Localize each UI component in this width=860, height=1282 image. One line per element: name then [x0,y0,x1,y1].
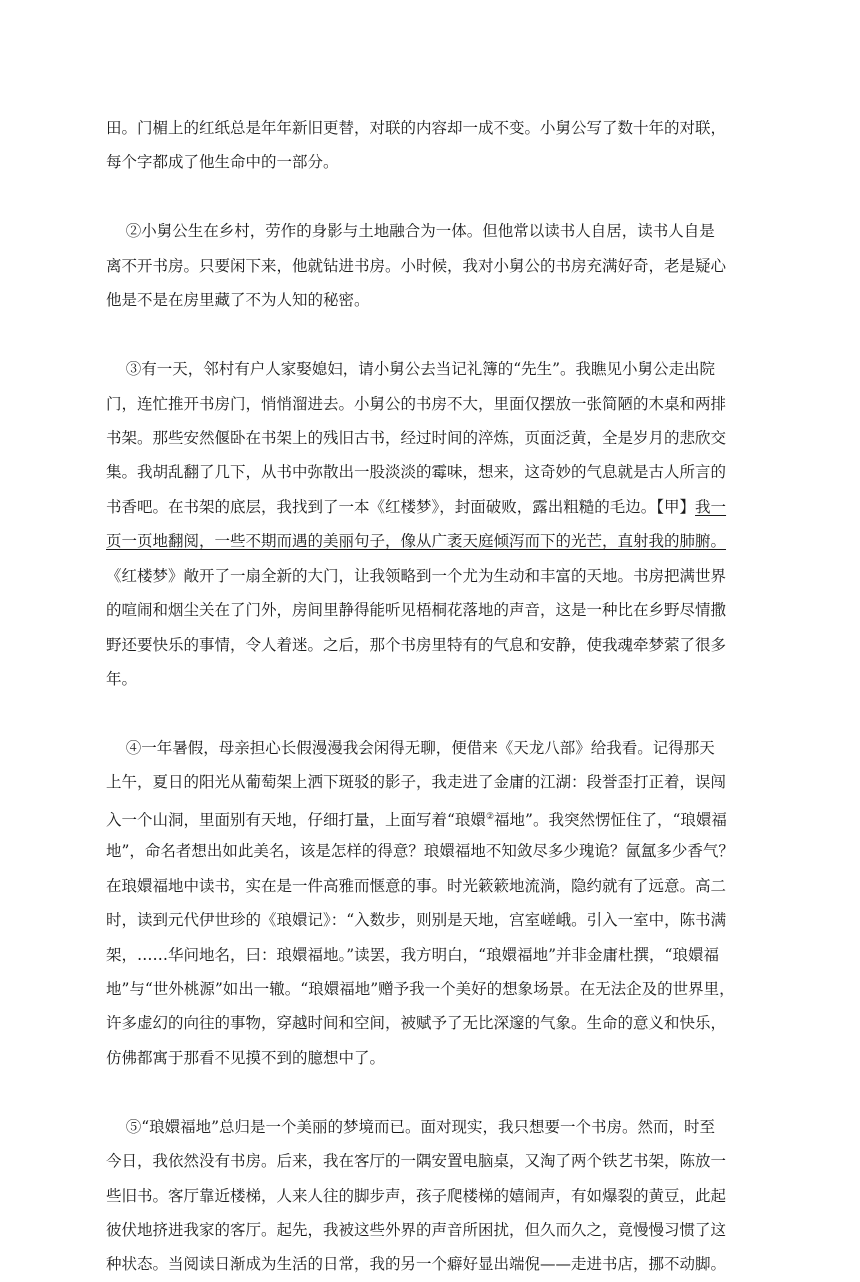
text-line: 在琅嬛福地中读书，实在是一件高雅而惬意的事。时光簌簌地流淌，隐约就有了远意。高二 [106,876,727,895]
text-line: 地”，命名者想出如此美名，该是怎样的得意？琅嬛福地不知敛尽多少瑰诡？氤氲多少香气？ [106,842,734,861]
line-text: 入一个山洞，里面别有天地，仔细打量，上面写着“琅嬛 [106,810,486,829]
text-line: 的喧闹和烟尘关在了门外，房间里静得能听见梧桐花落地的声音，这是一种比在乡野尽情撒 [106,601,727,620]
text-line: 许多虚幻的向往的事物，穿越时间和空间，被赋予了无比深邃的气象。生命的意义和快乐， [106,1014,727,1033]
paragraph-4-start: ④一年暑假，母亲担心长假漫漫我会闲得无聊，便借来《天龙八部》给我看。记得那天 [106,738,715,757]
blank-line [106,180,756,214]
text-line: 些旧书。客厅靠近楼梯，人来人往的脚步声，孩子爬楼梯的嬉闹声，有如爆裂的黄豆，此起 [106,1186,727,1205]
essay-body [106,111,756,1282]
blank-line [106,318,756,352]
text-line: 今日，我依然没有书房。后来，我在客厅的一隅安置电脑桌，又淘了两个铁艺书架，陈放一 [106,1152,727,1171]
text-line: 他是不是在房里藏了不为人知的秘密。 [106,291,370,310]
text-line: 离不开书房。只要闲下来，他就钻进书房。小时候，我对小舅公的书房充满好奇，老是疑心 [106,256,727,275]
text-line: 《红楼梦》敞开了一扇全新的大门，让我领略到一个尤为生动和丰富的天地。书房把满世界 [106,566,727,585]
underlined-sentence: 我一 [695,497,727,516]
text-line: 上午，夏日的阳光从葡萄架上洒下斑驳的影子，我走进了金庸的江湖：段誉歪打正着，误闯 [106,773,727,792]
text-line-with-footnote [106,800,756,834]
text-line: 种状态。当阅读日渐成为生活的日常，我的另一个癖好显出端倪——走进书店，挪不动脚。 [106,1255,727,1274]
text-line: 仿佛都寓于那看不见摸不到的臆想中了。 [106,1048,386,1067]
text-line: 彼伏地挤进我家的客厅。起先，我被这些外界的声音所困扰，但久而久之，竟慢慢习惯了这 [106,1221,727,1239]
text-line: 门，连忙推开书房门，悄悄溜进去。小舅公的书房不大，里面仅摆放一张简陋的木桌和两排 [106,394,727,413]
text-line-with-marker [106,490,756,524]
text-line: 田。门楣上的红纸总是年年新旧更替，对联的内容却一成不变。小舅公写了数十年的对联， [106,119,727,137]
text-line: 年。 [106,670,138,688]
text-line: 架，……华问地名，曰：琅嬛福地。”读罢，我方明白，“琅嬛福地”并非金庸杜撰，“琅嬛福 [106,945,719,964]
marker-jia: 【甲】 [656,497,696,516]
paragraph-2-start: ②小舅公生在乡村，劳作的身影与土地融合为一体。但他常以读书人自居，读书人自是 [106,222,715,241]
text-line: 书架。那些安然偃卧在书架上的残旧古书，经过时间的淬炼，页面泛黄，全是岁月的悲欣交 [106,428,727,447]
text-line: 时，读到元代伊世珍的《琅嬛记》：“入数步，则别是天地，宫室嵯峨。引入一室中，陈书满 [106,911,727,930]
text-line: 每个字都成了他生命中的一部分。 [106,153,339,172]
text-line: 集。我胡乱翻了几下，从书中弥散出一股淡淡的霉味，想来，这奇妙的气息就是古人所言的 [106,463,727,482]
line-text: 福地”。我突然愣怔住了，“琅嬛福 [494,810,727,829]
underlined-sentence: 页一页地翻阅，一些不期而遇的美丽句子，像从广袤天庭倾泻而下的光芒，直射我的肺腑。 [106,532,727,551]
blank-line [106,696,756,730]
paragraph-3-start: ③有一天，邻村有户人家娶媳妇，请小舅公去当记礼簿的“先生”。我瞧见小舅公走出院 [106,360,716,379]
text-line: 野还要快乐的事情，令人着迷。之后，那个书房里特有的气息和安静，使我魂牵梦萦了很多 [106,635,727,654]
blank-line [106,1075,756,1109]
text-line: 地”与“世外桃源”如出一辙。“琅嬛福地”赠予我一个美好的想象场景。在无法企及的世界里， [106,979,735,998]
footnote-marker: ② [485,811,495,822]
paragraph-5-start: ⑤“琅嬛福地”总归是一个美丽的梦境而已。面对现实，我只想要一个书房。然而，时至 [106,1117,716,1136]
line-text: 书香吧。在书架的底层，我找到了一本《红楼梦》，封面破败，露出粗糙的毛边。 [106,497,657,516]
